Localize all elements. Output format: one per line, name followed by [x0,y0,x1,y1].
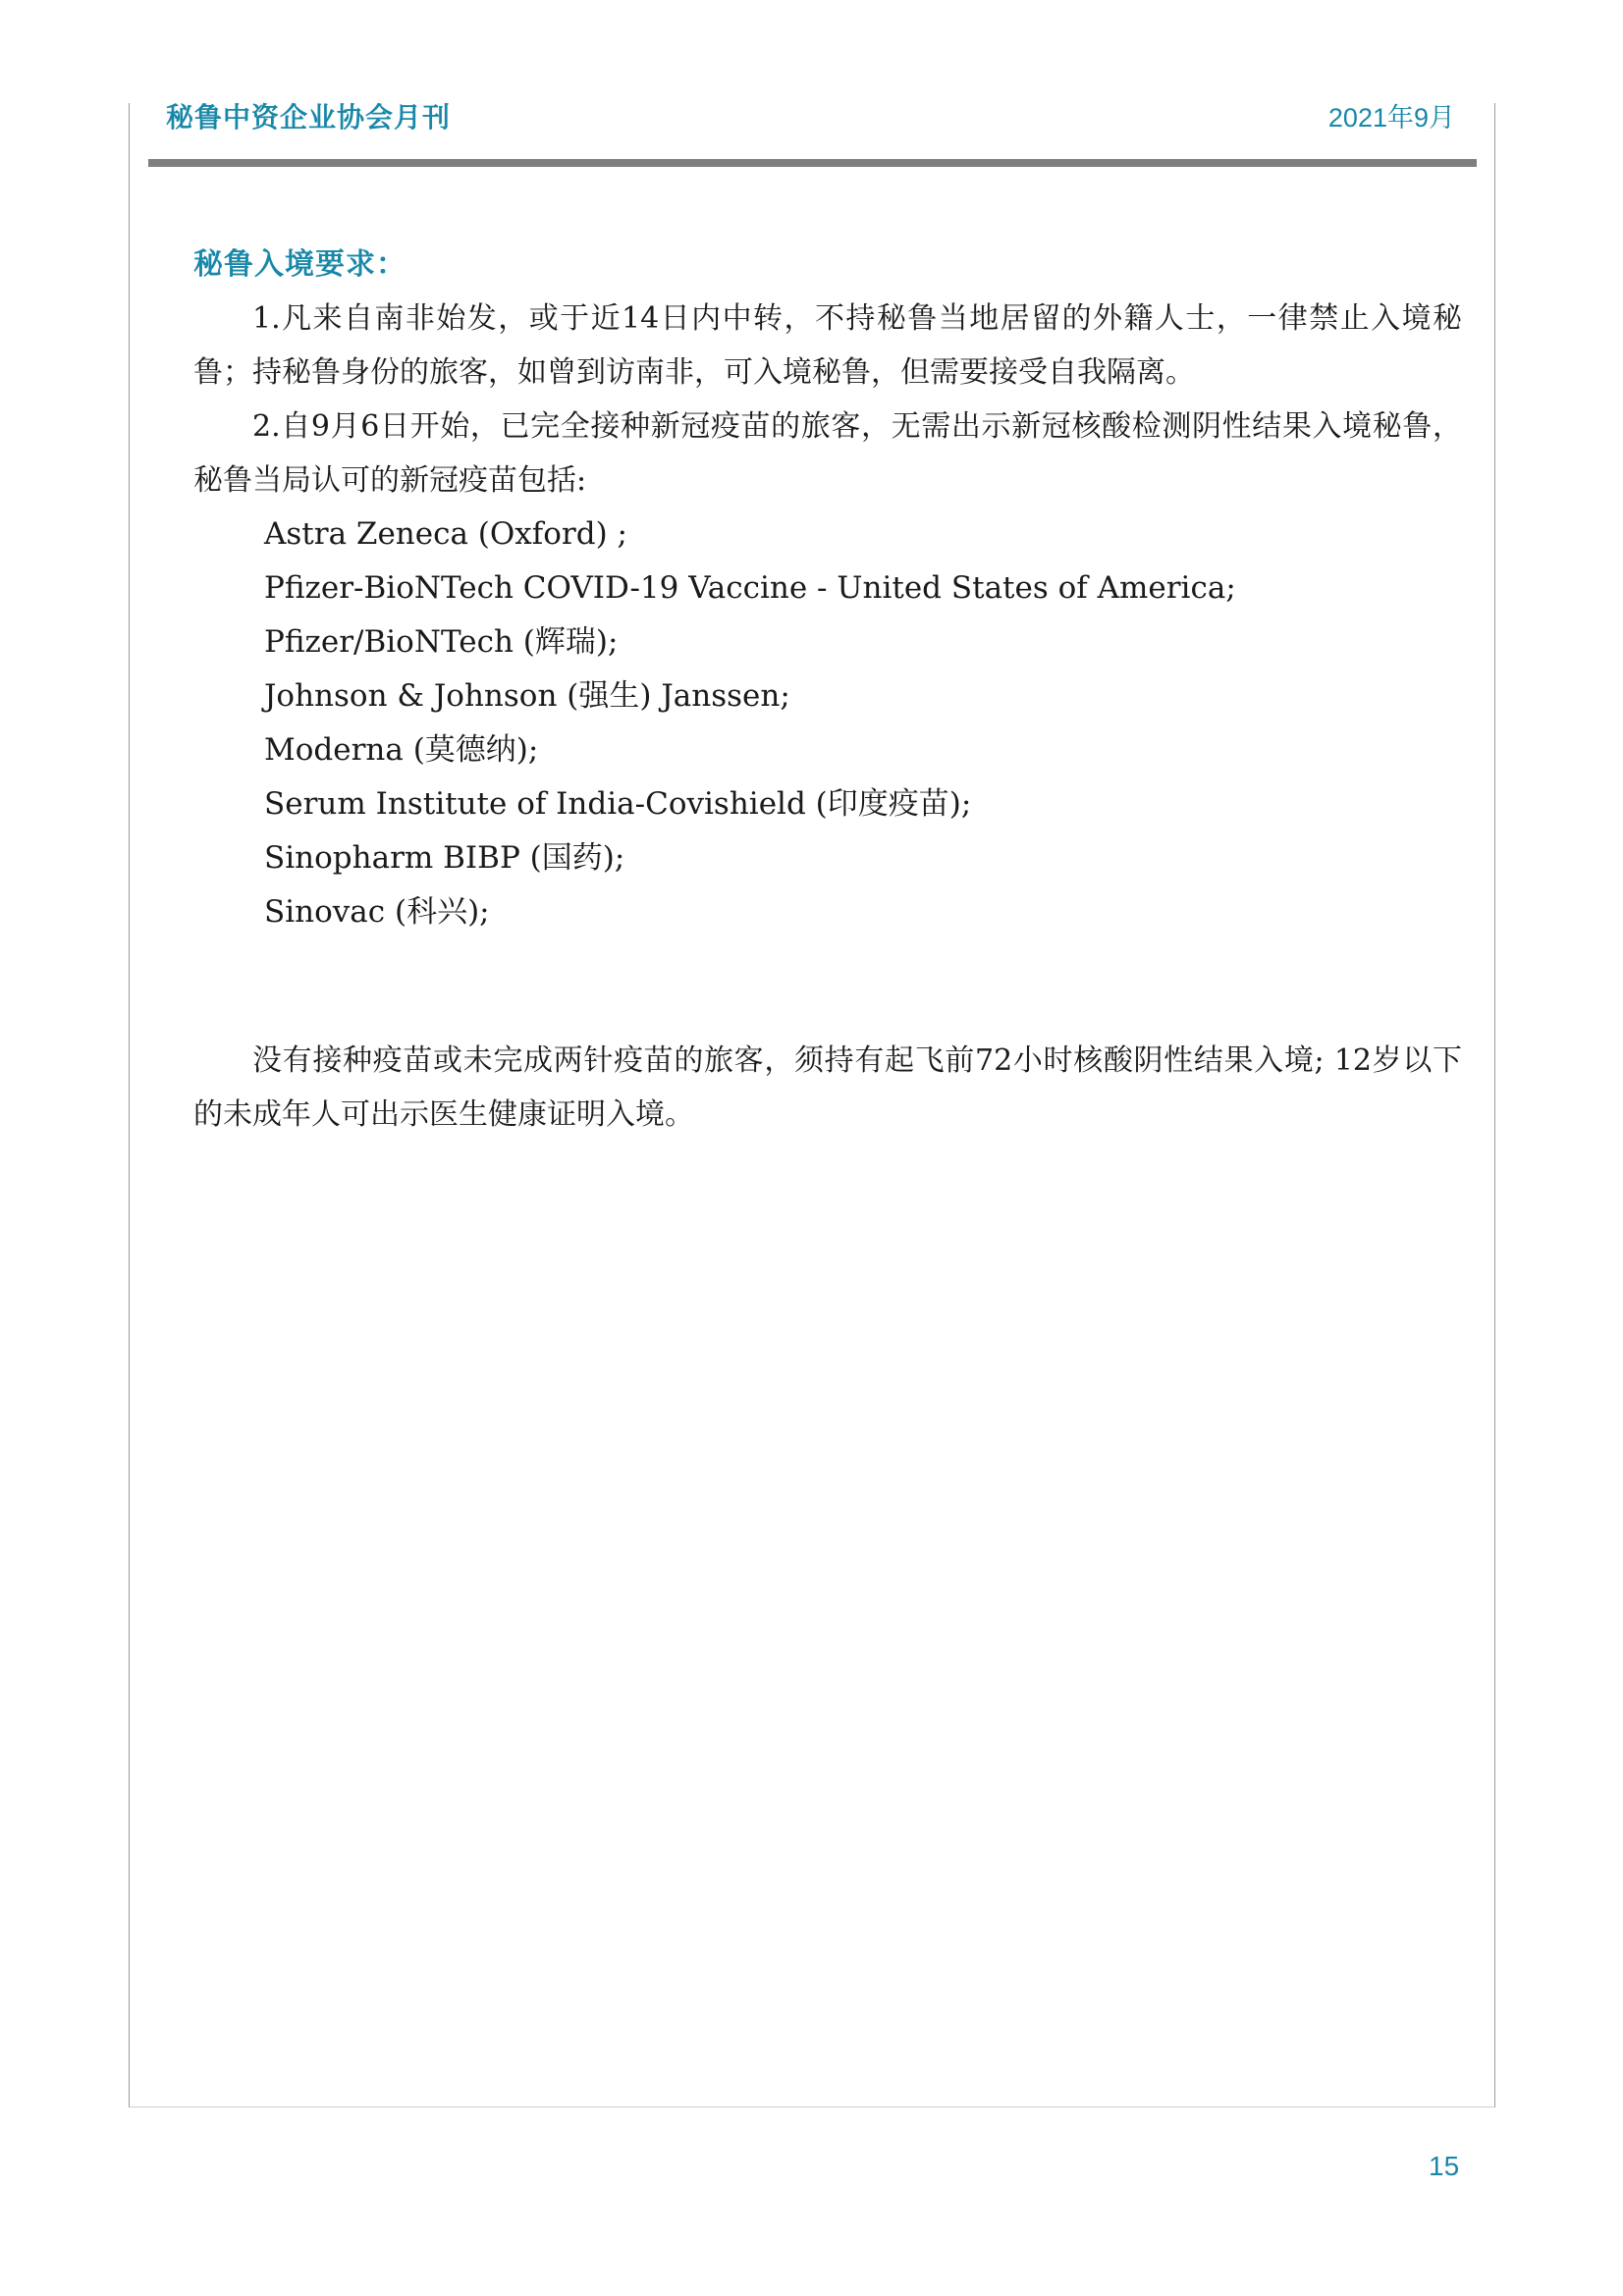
issue-date: 2021年9月 [1327,103,1455,133]
vaccine-item: Pfizer-BioNTech COVID-19 Vaccine - United States of America; [264,570,1236,606]
vaccine-item: Johnson & Johnson (强生) Janssen; [264,678,790,714]
vaccine-item: Pfizer/BioNTech (辉瑞); [264,624,619,660]
page-frame [129,103,1495,2108]
header-divider [148,159,1477,167]
newsletter-title: 秘鲁中资企业协会月刊 [166,102,452,133]
vaccine-item: Moderna (莫德纳); [264,732,539,768]
article-body [130,167,1494,1142]
section-heading: 秘鲁入境要求： [193,248,406,281]
vaccine-list [193,507,1462,939]
vaccine-item: Astra Zeneca (Oxford) ; [264,516,627,552]
page-header [130,103,1494,133]
paragraph-unvaccinated-rule: 没有接种疫苗或未完成两针疫苗的旅客，须持有起飞前72小时核酸阴性结果入境; 12岁以下的未成年人可出示医生健康证明入境。 [193,1043,1462,1132]
page-number: 15 [1429,2151,1460,2181]
paragraph-entry-rule-1: 1.凡来自南非始发，或于近14日内中转，不持秘鲁当地居留的外籍人士，一律禁止入境秘鲁；持秘鲁身份的旅客，如曾到访南非，可入境秘鲁，但需要接受自我隔离。 [193,301,1462,390]
vaccine-item: Sinopharm BIBP (国药); [264,840,625,876]
vaccine-item: Serum Institute of India-Covishield (印度疫苗); [264,786,972,822]
paragraph-entry-rule-2: 2.自9月6日开始，已完全接种新冠疫苗的旅客，无需出示新冠核酸检测阴性结果入境秘鲁，秘鲁当局认可的新冠疫苗包括: [193,409,1462,498]
vaccine-item: Sinovac (科兴); [264,894,490,930]
